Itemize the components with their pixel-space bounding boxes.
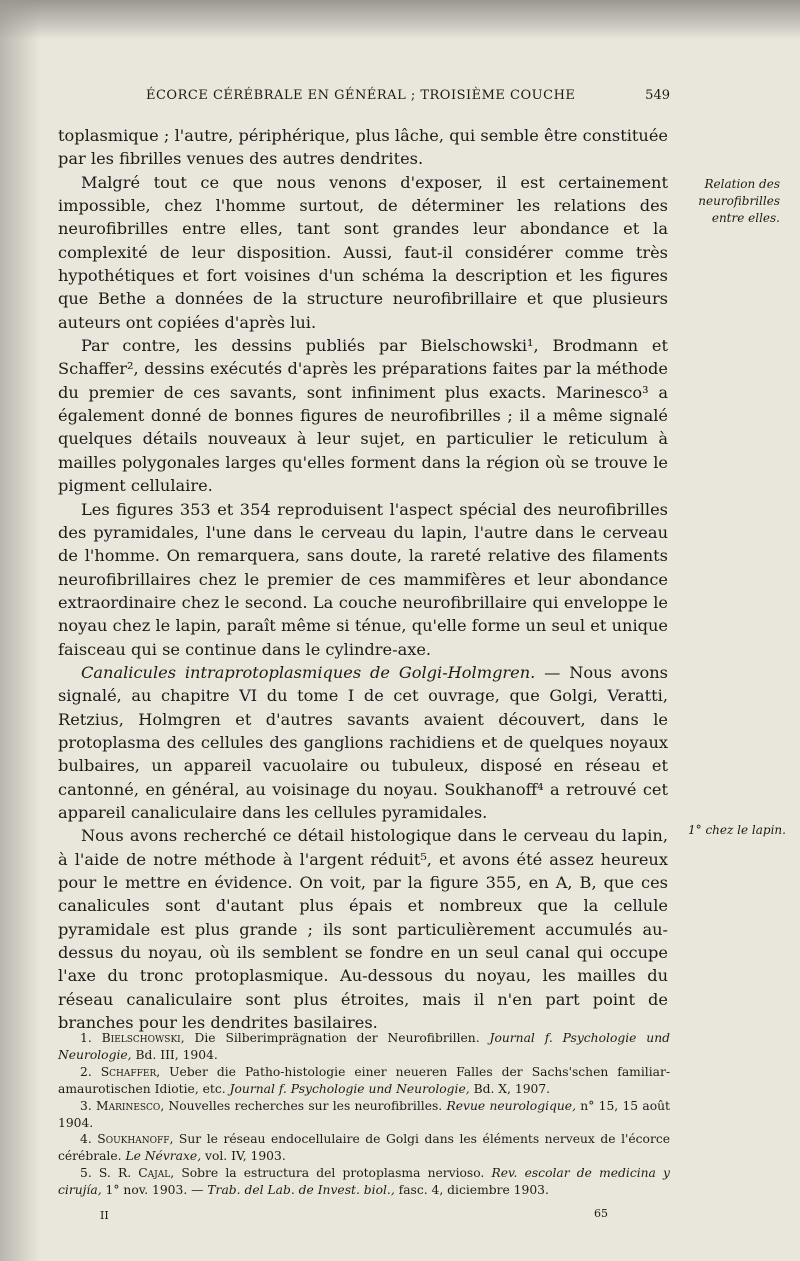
footnote-3-end: n° 15, 15 août 1904. (58, 1098, 670, 1130)
footnote-3-journal: Revue neurologique, (446, 1098, 576, 1113)
footnote-4-text: Sur le réseau endocellulaire de Golgi dans les éléments nerveux de l'écorce cérébrale. (58, 1132, 670, 1164)
footnote-1-author: 1. Bielschowski, (80, 1031, 185, 1045)
main-text (58, 124, 668, 1034)
footnote-4-end: vol. IV, 1903. (201, 1149, 286, 1164)
footnote-2 (58, 1064, 670, 1098)
footnote-5-author: 5. S. R. Cajal, (80, 1166, 175, 1181)
footnote-4-journal: Le Névraxe, (125, 1149, 202, 1164)
footnote-3-author: 3. Marinesco, (80, 1098, 165, 1113)
footnotes (58, 1030, 670, 1199)
signature-mark-right: 65 (594, 1207, 608, 1220)
footnote-5-text: Sobre la estructura del protoplasma nervioso. (174, 1166, 492, 1181)
footnote-3 (58, 1098, 670, 1132)
running-header (60, 88, 670, 110)
running-title: ÉCORCE CÉRÉBRALE EN GÉNÉRAL ; TROISIÈME COUCHE (146, 88, 576, 103)
page-number: 549 (645, 88, 670, 103)
page-edge-shadow (0, 0, 40, 1261)
signature-mark-left: II (100, 1209, 109, 1222)
footnote-5-end: fasc. 4, diciembre 1903. (394, 1183, 549, 1198)
footnote-2-end: Bd. X, 1907. (469, 1081, 551, 1096)
paragraph-6: Nous avons recherché ce détail histologique dans le cerveau du lapin, à l'aide de notre méthode à l'argent réduit⁵, et avons été assez heureux pour le mettre en évidence. On voit, par la figure 355, en A, B, que ces canalicules sont d'autant plus épais et nombreux que la cellule pyramidale est plus grande ; ils sont particulièrement accumulés au-dessus du noyau, où ils semblent se fondre en un seul canal qui occupe l'axe du tronc protoplasmique. Au-dessous du noyau, les mailles du réseau canaliculaire sont plus étroites, mais il n'en part point de branches pour les dendrites basilaires. (58, 826, 668, 1033)
footnote-1-journal: Journal f. Psychologie und Neurologie, (58, 1031, 671, 1062)
paragraph-1: toplasmique ; l'autre, périphérique, plus lâche, qui semble être constituée par les fibrilles venues des autres dendrites. (58, 126, 668, 169)
page-top-shadow (0, 0, 800, 40)
footnote-5-journal-2: Trab. del Lab. de Invest. biol., (207, 1183, 395, 1198)
paragraph-2: Malgré tout ce que nous venons d'exposer, il est certainement impossible, chez l'homme surtout, de déterminer les relations des neurofibrilles entre elles, tant sont grandes leur abondance et la complexité de leur disposition. Aussi, faut-il considérer comme très hypothétiques et fort voisines d'un schéma la description et les figures que Bethe a données de la structure neurofibrillaire et que plusieurs auteurs ont copiées d'après lui. (58, 172, 668, 332)
footnote-4 (58, 1131, 670, 1165)
footnote-1-end: Bd. III, 1904. (131, 1047, 218, 1062)
paragraph-4: Les figures 353 et 354 reproduisent l'aspect spécial des neurofibrilles des pyramidales, l'une dans le cerveau du lapin, l'autre dans le cerveau de l'homme. On remarquera, sans doute, la rareté relative des filaments neurofibrillaires chez le premier de ces mammifères et leur abondance extraordinaire chez le second. La couche neurofibrillaire qui enveloppe le noyau chez le lapin, paraît même si ténue, qu'elle forme un seul et unique faisceau qui se continue dans le cylindre-axe. (58, 499, 668, 659)
sidenote-relation: Relation des neurofibrilles entre elles. (698, 177, 780, 225)
footnote-2-text: Ueber die Patho-histologie einer neueren Falles der Sachs'schen familiar-amaurotischen Idiotie, etc. (58, 1064, 670, 1096)
footnote-4-author: 4. Soukhanoff, (80, 1132, 174, 1147)
paragraph-5-text: — Nous avons signalé, au chapitre VI du tome I de cet ouvrage, que Golgi, Veratti, Retzius, Holmgren et d'autres savants avaient découvert, dans le protoplasma des cellules des ganglions rachidiens et de quelques noyaux bulbaires, un appareil vacuolaire ou tubuleux, disposé en réseau et cantonné, en général, au voisinage du noyau. Soukhanoff⁴ a retrouvé cet appareil canaliculaire dans les cellules pyramidales. (58, 662, 668, 822)
footnote-5-journal: Rev. escolar de medicina y cirujía, (58, 1166, 670, 1198)
paragraph-5 (58, 661, 668, 824)
footnote-2-author: 2. Schaffer, (80, 1064, 161, 1079)
footnote-5 (58, 1165, 670, 1199)
section-title: Canalicules intraprotoplasmiques de Golgi-Holmgren. (81, 662, 536, 682)
footnote-2-journal: Journal f. Psychologie und Neurologie, (229, 1081, 470, 1096)
footnote-5-mid: 1° nov. 1903. — (101, 1183, 208, 1198)
footnote-1 (58, 1030, 670, 1064)
footnote-1-text: Die Silberimprägnation der Neurofibrillen. (184, 1031, 490, 1045)
paragraph-3: Par contre, les dessins publiés par Bielschowski¹, Brodmann et Schaffer², dessins exécutés d'après les préparations faites par la méthode du premier de ces savants, sont infiniment plus exacts. Marinesco³ a également donné de bonnes figures de neurofibrilles ; il a même signalé quelques détails nouveaux à leur sujet, en particulier le reticulum à mailles polygonales larges qu'elles forment dans la région où se trouve le pigment cellulaire. (58, 336, 668, 496)
sidenote-lapin: 1° chez le lapin. (688, 823, 786, 837)
footnote-3-text: Nouvelles recherches sur les neurofibrilles. (164, 1098, 447, 1113)
